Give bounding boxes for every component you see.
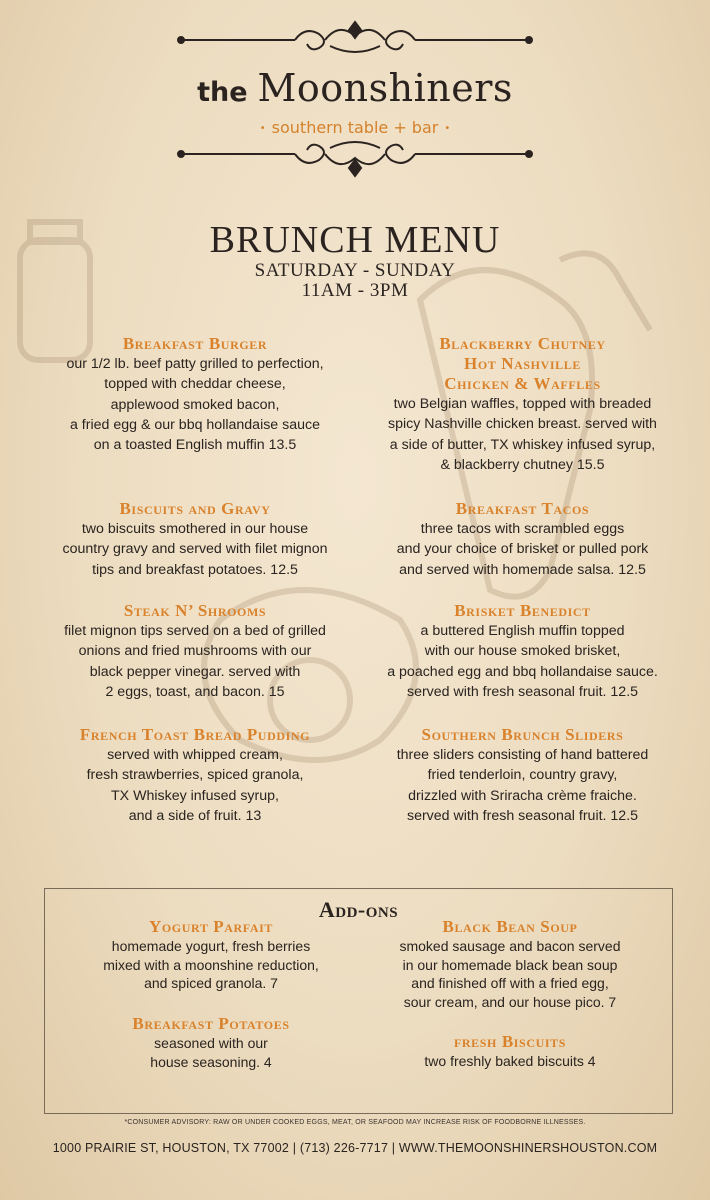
desc-line: tips and breakfast potatoes. 12.5 [92,561,298,578]
addon-breakfast-potatoes [51,1014,371,1071]
desc-line: a buttered English muffin topped [420,623,625,639]
desc-line: and served with homemade salsa. 12.5 [399,561,646,578]
desc-line: three tacos with scrambled eggs [420,521,625,537]
desc-line: with our house smoked brisket, [424,643,621,660]
desc-line: served with fresh seasonal fruit. 12.5 [406,807,639,824]
tagline-dot-right: • [444,123,451,134]
desc-line: smoked sausage and bacon served [399,938,621,954]
desc-line: sour cream, and our house pico. 7 [403,993,617,1010]
menu-hours: 11AM - 3PM [301,280,409,301]
addon-yogurt-parfait [51,917,371,993]
item-description [30,621,360,702]
desc-line: mixed with a moonshine reduction, [103,956,319,973]
item-name: Brisket Benedict [454,601,591,620]
desc-line: a side of butter, TX whiskey infused syrup, [389,436,656,453]
desc-line: and your choice of brisket or pulled pork [396,541,649,558]
menu-days: SATURDAY - SUNDAY [254,260,456,281]
footer-contact: 1000 PRAIRIE ST, HOUSTON, TX 77002 | (713) 226-7717 | WWW.THEMOONSHINERSHOUSTON.COM [52,1141,658,1155]
desc-line: and spiced granola. 7 [144,975,278,992]
item-name-line: Chicken & Waffles [444,374,601,393]
desc-line: two freshly baked biscuits 4 [424,1053,596,1069]
desc-line: on a toasted English muffin 13.5 [93,437,297,454]
desc-line: onions and fried mushrooms with our [78,643,312,660]
consumer-advisory: *CONSUMER ADVISORY: RAW OR UNDER COOKED EGGS, MEAT, OR SEAFOOD MAY INCREASE RISK OF FOODBORNE ILLNESSES. [124,1119,586,1126]
item-name: French Toast Bread Pudding [79,725,311,744]
menu-item-chicken-and-waffles [370,334,675,475]
item-description [370,519,675,580]
item-name: Steak N’ Shrooms [123,601,267,620]
desc-line: applewood smoked bacon, [110,396,280,413]
desc-line: fresh strawberries, spiced granola, [86,767,304,784]
menu-item-steak-n-shrooms [30,601,360,702]
scroll-ornament-icon [175,140,535,180]
menu-item-biscuits-and-gravy [30,499,360,580]
top-scroll-ornament [0,18,710,58]
desc-line: our 1/2 lb. beef patty grilled to perfection, [66,356,324,372]
menu-item-french-toast-bread-pudding [30,725,360,826]
tagline-text: southern table + bar [271,118,439,137]
item-description [370,394,675,475]
menu-item-breakfast-tacos [370,499,675,580]
desc-line: drizzled with Sriracha crème fraiche. [408,787,637,804]
addon-description [365,937,655,1011]
addon-description [51,1034,371,1071]
item-name: Breakfast Tacos [455,499,590,518]
addon-description [51,937,371,993]
desc-line: TX Whiskey infused syrup, [111,787,279,804]
desc-line: two Belgian waffles, topped with breaded [393,396,652,412]
bottom-scroll-ornament [0,140,710,180]
item-description [30,519,360,580]
item-name-line: Hot Nashville [464,354,581,373]
item-description [30,745,360,826]
desc-line: and finished off with a fried egg, [411,975,609,992]
desc-line: in our homemade black bean soup [402,956,618,973]
addon-description [365,1052,655,1071]
tagline-dot-left: • [259,123,266,134]
desc-line: black pepper vinegar. served with [89,663,301,680]
item-name [370,334,675,394]
brand-name: Moonshiners [257,66,513,110]
item-name: Southern Brunch Sliders [421,725,624,744]
desc-line: a poached egg and bbq hollandaise sauce. [387,663,658,680]
item-name: Breakfast Burger [122,334,268,353]
desc-line: homemade yogurt, fresh berries [111,938,311,954]
menu-title: BRUNCH MENU [209,219,501,261]
addon-name: Black Bean Soup [442,917,578,936]
scroll-ornament-icon [175,18,535,58]
desc-line: a fried egg & our bbq hollandaise sauce [69,416,321,433]
item-name-line: Blackberry Chutney [439,334,606,353]
desc-line: & blackberry chutney 15.5 [440,456,605,473]
desc-line: country gravy and served with filet mignon [62,541,328,558]
item-description [30,354,360,455]
tagline [0,118,710,137]
addon-black-bean-soup [365,917,655,1011]
desc-line: filet mignon tips served on a bed of grilled [64,623,326,639]
desc-line: spicy Nashville chicken breast. served with [388,416,657,433]
addon-fresh-biscuits [365,1032,655,1071]
addons-box [44,888,673,1114]
item-description [370,745,675,826]
desc-line: house seasoning. 4 [150,1053,272,1070]
desc-line: and a side of fruit. 13 [128,807,262,824]
addons-title: Add-ons [318,897,399,922]
item-name: Biscuits and Gravy [119,499,271,518]
addon-name: Yogurt Parfait [148,917,273,936]
desc-line: three sliders consisting of hand battered [396,747,649,763]
desc-line: two biscuits smothered in our house [81,521,309,537]
menu-item-southern-brunch-sliders [370,725,675,826]
menu-item-brisket-benedict [370,601,675,702]
desc-line: topped with cheddar cheese, [104,376,286,393]
desc-line: fried tenderloin, country gravy, [427,767,618,784]
addon-name: Breakfast Potatoes [132,1014,290,1033]
desc-line: seasoned with our [154,1035,268,1051]
brand-logo [0,66,710,110]
item-description [370,621,675,702]
desc-line: served with fresh seasonal fruit. 12.5 [406,683,639,700]
addon-name: fresh Biscuits [453,1032,567,1051]
menu-item-breakfast-burger [30,334,360,455]
brand-the: the [197,77,248,108]
desc-line: served with whipped cream, [107,747,283,763]
desc-line: 2 eggs, toast, and bacon. 15 [105,683,285,700]
